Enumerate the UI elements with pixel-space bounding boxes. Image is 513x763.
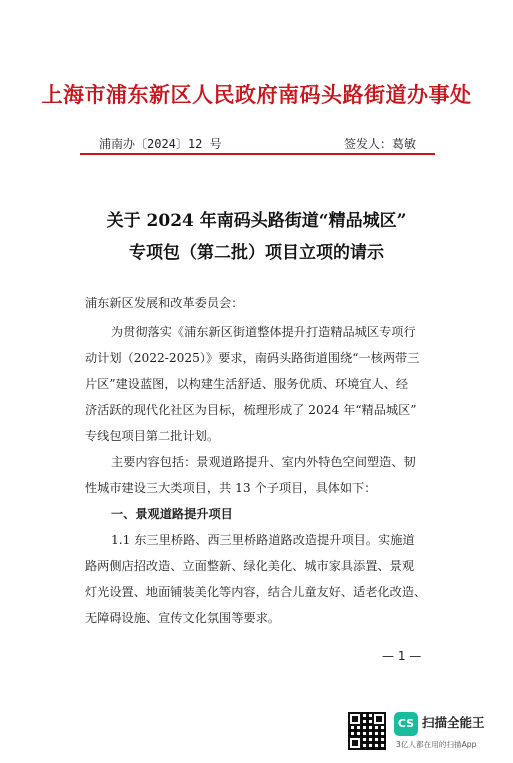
issuing-office-title: 上海市浦东新区人民政府南码头路街道办事处 [41,82,472,107]
paragraph-line: 1.1 东三里桥路、西三里桥路道路改造提升项目。实施道 [111,533,415,547]
qr-finder-pattern [372,712,386,726]
scanner-app-tagline: 3亿人都在用的扫描App [396,740,477,749]
paragraph-line: 主要内容包括：景观道路提升、室内外特色空间塑造、韧 [111,455,416,469]
paragraph-line: 济活跃的现代化社区为目标，梳理形成了 2024 年“精品城区” [85,403,417,417]
issuer-signatory: 签发人：葛敏 [344,137,417,151]
paragraph-line: 路两侧店招改造、立面整新、绿化美化、城市家具添置、景观 [85,559,415,573]
red-divider-line [80,153,435,155]
document-title-line-2: 专项包（第二批）项目立项的请示 [129,243,384,263]
document-number: 浦南办〔2024〕12 号 [99,137,222,151]
addressee: 浦东新区发展和改革委员会： [85,296,244,310]
paragraph-line: 性城市建设三大类项目，共 13 个子项目，具体如下： [85,481,377,495]
paragraph-line: 专线包项目第二批计划。 [85,429,220,443]
paragraph-line: 片区”建设蓝图，以构建生活舒适、服务优质、环境宜人、经 [85,377,409,391]
paragraph-line: 无障碍设施、宣传文化氛围等要求。 [85,611,280,625]
section-heading: 一、景观道路提升项目 [111,507,233,521]
document-title-line-1: 关于 2024 年南码头路街道“精品城区” [106,211,407,231]
qr-finder-pattern [348,736,362,750]
qr-finder-pattern [348,712,362,726]
paragraph-line: 为贯彻落实《浦东新区街道整体提升打造精品城区专项行 [111,325,416,339]
scanner-app-name: 扫描全能王 [422,715,485,730]
qr-code-icon [348,712,386,750]
page-number: — 1 — [382,649,422,663]
camscanner-logo-icon: CS [394,712,418,736]
paragraph-line: 动计划（2022-2025）》要求，南码头路街道围绕“一核两带三 [85,351,420,365]
paragraph-line: 灯光设置、地面铺装美化等内容，结合儿童友好、适老化改造、 [85,585,427,599]
